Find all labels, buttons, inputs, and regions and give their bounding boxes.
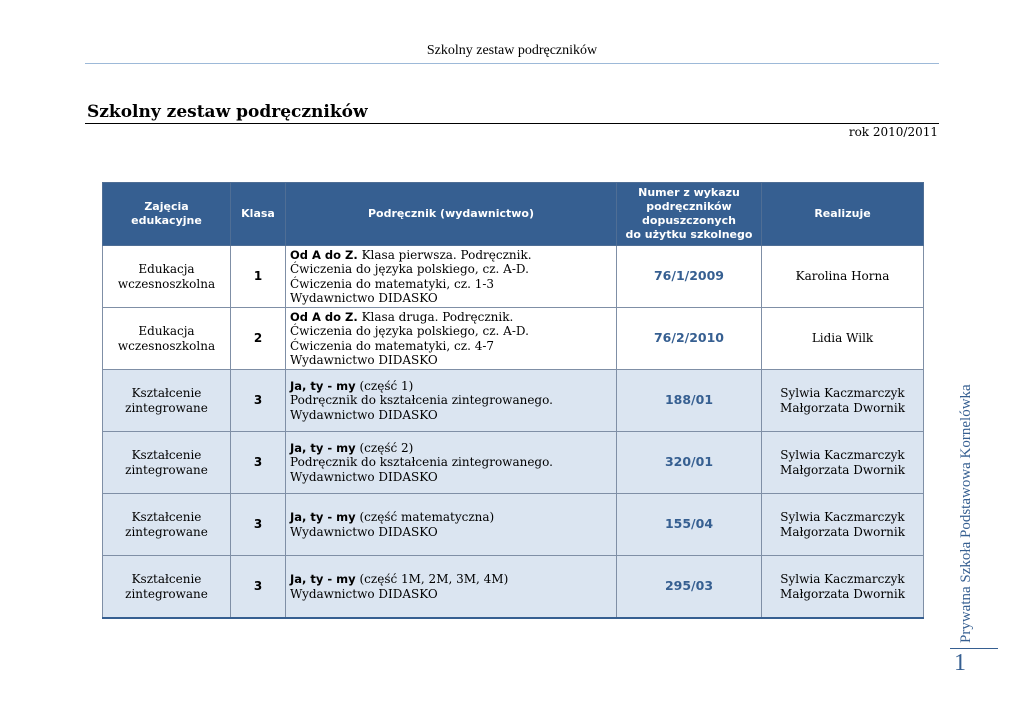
subject-line: Kształcenie bbox=[131, 572, 202, 586]
teacher-name: Małgorzata Dwornik bbox=[780, 586, 905, 601]
column-header-klasa: Klasa bbox=[231, 183, 286, 246]
approval-number-cell: 155/04 bbox=[617, 494, 762, 556]
class-cell: 3 bbox=[231, 432, 286, 494]
subject-cell bbox=[103, 556, 231, 619]
table-row bbox=[103, 494, 924, 556]
school-year: rok 2010/2011 bbox=[848, 125, 938, 139]
table-row bbox=[103, 308, 924, 370]
textbook-cell bbox=[286, 370, 617, 432]
document-title: Szkolny zestaw podręczników bbox=[87, 102, 368, 122]
book-title: Od A do Z. bbox=[290, 309, 358, 324]
teacher-name: Małgorzata Dwornik bbox=[780, 400, 905, 415]
column-header-zajecia bbox=[103, 183, 231, 246]
book-title: Ja, ty - my bbox=[290, 378, 356, 393]
book-line: Wydawnictwo DIDASKO bbox=[290, 586, 438, 601]
subject-cell bbox=[103, 246, 231, 308]
teacher-cell bbox=[762, 494, 924, 556]
book-title: Ja, ty - my bbox=[290, 510, 356, 524]
textbook-cell bbox=[286, 556, 617, 619]
teacher-cell bbox=[762, 308, 924, 370]
book-line: Wydawnictwo DIDASKO bbox=[290, 291, 438, 305]
class-cell: 2 bbox=[231, 308, 286, 370]
table-row bbox=[103, 246, 924, 308]
header-line: podręczników bbox=[646, 200, 732, 213]
header-line: dopuszczonych bbox=[642, 214, 736, 227]
book-line: Ćwiczenia do języka polskiego, cz. A-D. bbox=[290, 262, 529, 276]
textbook-table bbox=[102, 182, 924, 619]
book-line: Wydawnictwo DIDASKO bbox=[290, 407, 438, 422]
teacher-cell bbox=[762, 370, 924, 432]
book-line: Klasa druga. Podręcznik. bbox=[357, 309, 514, 324]
subject-line: Kształcenie bbox=[131, 386, 202, 400]
class-cell: 1 bbox=[231, 246, 286, 308]
teacher-name: Małgorzata Dwornik bbox=[780, 462, 905, 477]
book-line: Ćwiczenia do matematyki, cz. 4-7 bbox=[290, 338, 495, 353]
book-line: Wydawnictwo DIDASKO bbox=[290, 353, 438, 367]
textbook-cell bbox=[286, 308, 617, 370]
approval-number-cell: 188/01 bbox=[617, 370, 762, 432]
book-line: Ćwiczenia do języka polskiego, cz. A-D. bbox=[290, 324, 529, 338]
book-line: (część matematyczna) bbox=[355, 510, 495, 524]
header-line: Numer z wykazu bbox=[638, 186, 740, 199]
textbook-cell bbox=[286, 246, 617, 308]
class-cell: 3 bbox=[231, 556, 286, 619]
book-line: Wydawnictwo DIDASKO bbox=[290, 469, 438, 484]
textbook-cell bbox=[286, 432, 617, 494]
subject-line: Kształcenie bbox=[131, 448, 202, 462]
book-line: (część 1M, 2M, 3M, 4M) bbox=[355, 572, 509, 586]
table-row bbox=[103, 432, 924, 494]
subject-line: zintegrowane bbox=[125, 586, 208, 601]
book-title: Ja, ty - my bbox=[290, 572, 356, 586]
teacher-name: Lidia Wilk bbox=[811, 331, 874, 346]
subject-line: zintegrowane bbox=[125, 400, 208, 415]
subject-cell bbox=[103, 494, 231, 556]
teacher-cell bbox=[762, 556, 924, 619]
teacher-cell bbox=[762, 432, 924, 494]
class-cell: 3 bbox=[231, 370, 286, 432]
textbook-cell bbox=[286, 494, 617, 556]
teacher-name: Sylwia Kaczmarczyk bbox=[780, 448, 905, 462]
subject-line: zintegrowane bbox=[125, 462, 208, 477]
book-title: Od A do Z. bbox=[290, 247, 358, 262]
teacher-name: Małgorzata Dwornik bbox=[780, 524, 905, 539]
class-cell: 3 bbox=[231, 494, 286, 556]
school-name-vertical: Prywatna Szkoła Podstawowa Kornelówka bbox=[958, 384, 974, 643]
approval-number-cell: 320/01 bbox=[617, 432, 762, 494]
header-line: do użytku szkolnego bbox=[625, 228, 753, 241]
teacher-cell bbox=[762, 246, 924, 308]
subject-line: Edukacja bbox=[138, 324, 195, 338]
header-line: Zajęcia bbox=[144, 200, 189, 213]
table-header-row bbox=[103, 183, 924, 246]
teacher-name: Sylwia Kaczmarczyk bbox=[780, 510, 905, 524]
header-line: edukacyjne bbox=[131, 214, 202, 227]
subject-line: Kształcenie bbox=[131, 510, 202, 524]
running-header: Szkolny zestaw podręczników bbox=[426, 43, 598, 58]
book-line: Podręcznik do kształcenia zintegrowanego. bbox=[290, 455, 553, 470]
title-rule bbox=[85, 123, 939, 124]
header-rule bbox=[85, 63, 939, 64]
book-line: Wydawnictwo DIDASKO bbox=[290, 524, 438, 539]
teacher-name: Sylwia Kaczmarczyk bbox=[780, 386, 905, 400]
book-line: (część 1) bbox=[355, 378, 414, 393]
approval-number-cell: 76/1/2009 bbox=[617, 246, 762, 308]
teacher-name: Karolina Horna bbox=[795, 269, 890, 284]
subject-line: wczesnoszkolna bbox=[117, 338, 216, 353]
subject-line: Edukacja bbox=[138, 262, 195, 276]
page-number-rule bbox=[950, 648, 998, 649]
column-header-numer bbox=[617, 183, 762, 246]
table-row bbox=[103, 556, 924, 619]
approval-number-cell: 295/03 bbox=[617, 556, 762, 619]
subject-line: zintegrowane bbox=[125, 524, 208, 539]
subject-cell bbox=[103, 370, 231, 432]
book-title: Ja, ty - my bbox=[290, 440, 356, 455]
subject-cell bbox=[103, 308, 231, 370]
book-line: (część 2) bbox=[355, 440, 414, 455]
teacher-name: Sylwia Kaczmarczyk bbox=[780, 572, 905, 586]
table-row bbox=[103, 370, 924, 432]
approval-number-cell: 76/2/2010 bbox=[617, 308, 762, 370]
column-header-realizuje: Realizuje bbox=[762, 183, 924, 246]
subject-cell bbox=[103, 432, 231, 494]
book-line: Podręcznik do kształcenia zintegrowanego. bbox=[290, 393, 553, 408]
subject-line: wczesnoszkolna bbox=[117, 276, 216, 291]
page-number: 1 bbox=[954, 650, 966, 676]
column-header-podrecznik: Podręcznik (wydawnictwo) bbox=[286, 183, 617, 246]
book-line: Klasa pierwsza. Podręcznik. bbox=[357, 247, 532, 262]
book-line: Ćwiczenia do matematyki, cz. 1-3 bbox=[290, 276, 495, 291]
